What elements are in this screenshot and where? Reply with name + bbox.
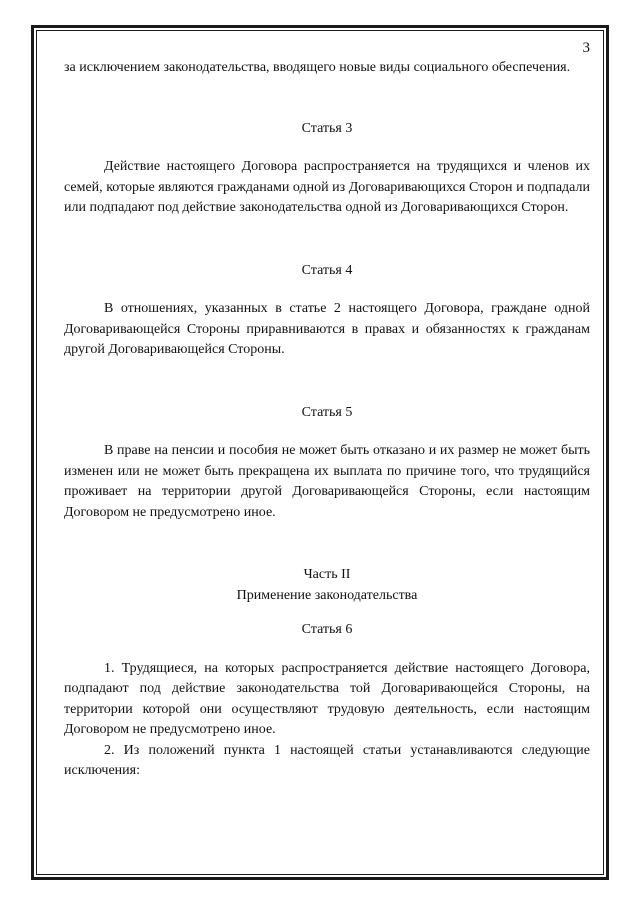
article-6-item-2: 2. Из положений пункта 1 настоящей статьи устанавливаются следующие исключения:	[64, 742, 590, 778]
article-3-text: Действие настоящего Договора распространяется на трудящихся и членов их семей, которые являются гражданами одной из Договаривающихся Сторон и подпадали или подпадают под действие законодательства одной из Договаривающихся Сторон.	[64, 159, 590, 215]
article-5-text: В праве на пенсии и пособия не может быть отказано и их размер не может быть изменен или не может быть прекращена их выплата по причине того, что трудящийся проживает на территории другой Договаривающейся Стороны, если настоящим Договором не предусмотрено иное.	[64, 443, 590, 520]
article-4-title: Статья 4	[301, 262, 353, 278]
article-6-title: Статья 6	[301, 622, 353, 637]
intro-continuation: за исключением законодательства, вводящего новые виды социального обеспечения.	[64, 60, 571, 75]
article-4-text: В отношениях, указанных в статье 2 настоящего Договора, граждане одной Договаривающейся Стороны приравниваются в правах и обязанностях к гражданам другой Договаривающейся Стороны.	[64, 301, 590, 357]
article-5-title: Статья 5	[301, 404, 353, 420]
page-number: 3	[582, 40, 590, 56]
article-3-title: Статья 3	[301, 120, 353, 136]
part-2-title: Часть II	[303, 567, 351, 582]
document-body	[64, 58, 590, 782]
article-6-item-1: 1. Трудящиеся, на которых распространяется действие настоящего Договора, подпадают под действие законодательства той Договаривающейся Стороны, на территории которой они осуществляют трудовую деятельность, если настоящим Договором не предусмотрено иное.	[64, 660, 590, 737]
part-2-subtitle: Применение законодательства	[236, 587, 418, 603]
